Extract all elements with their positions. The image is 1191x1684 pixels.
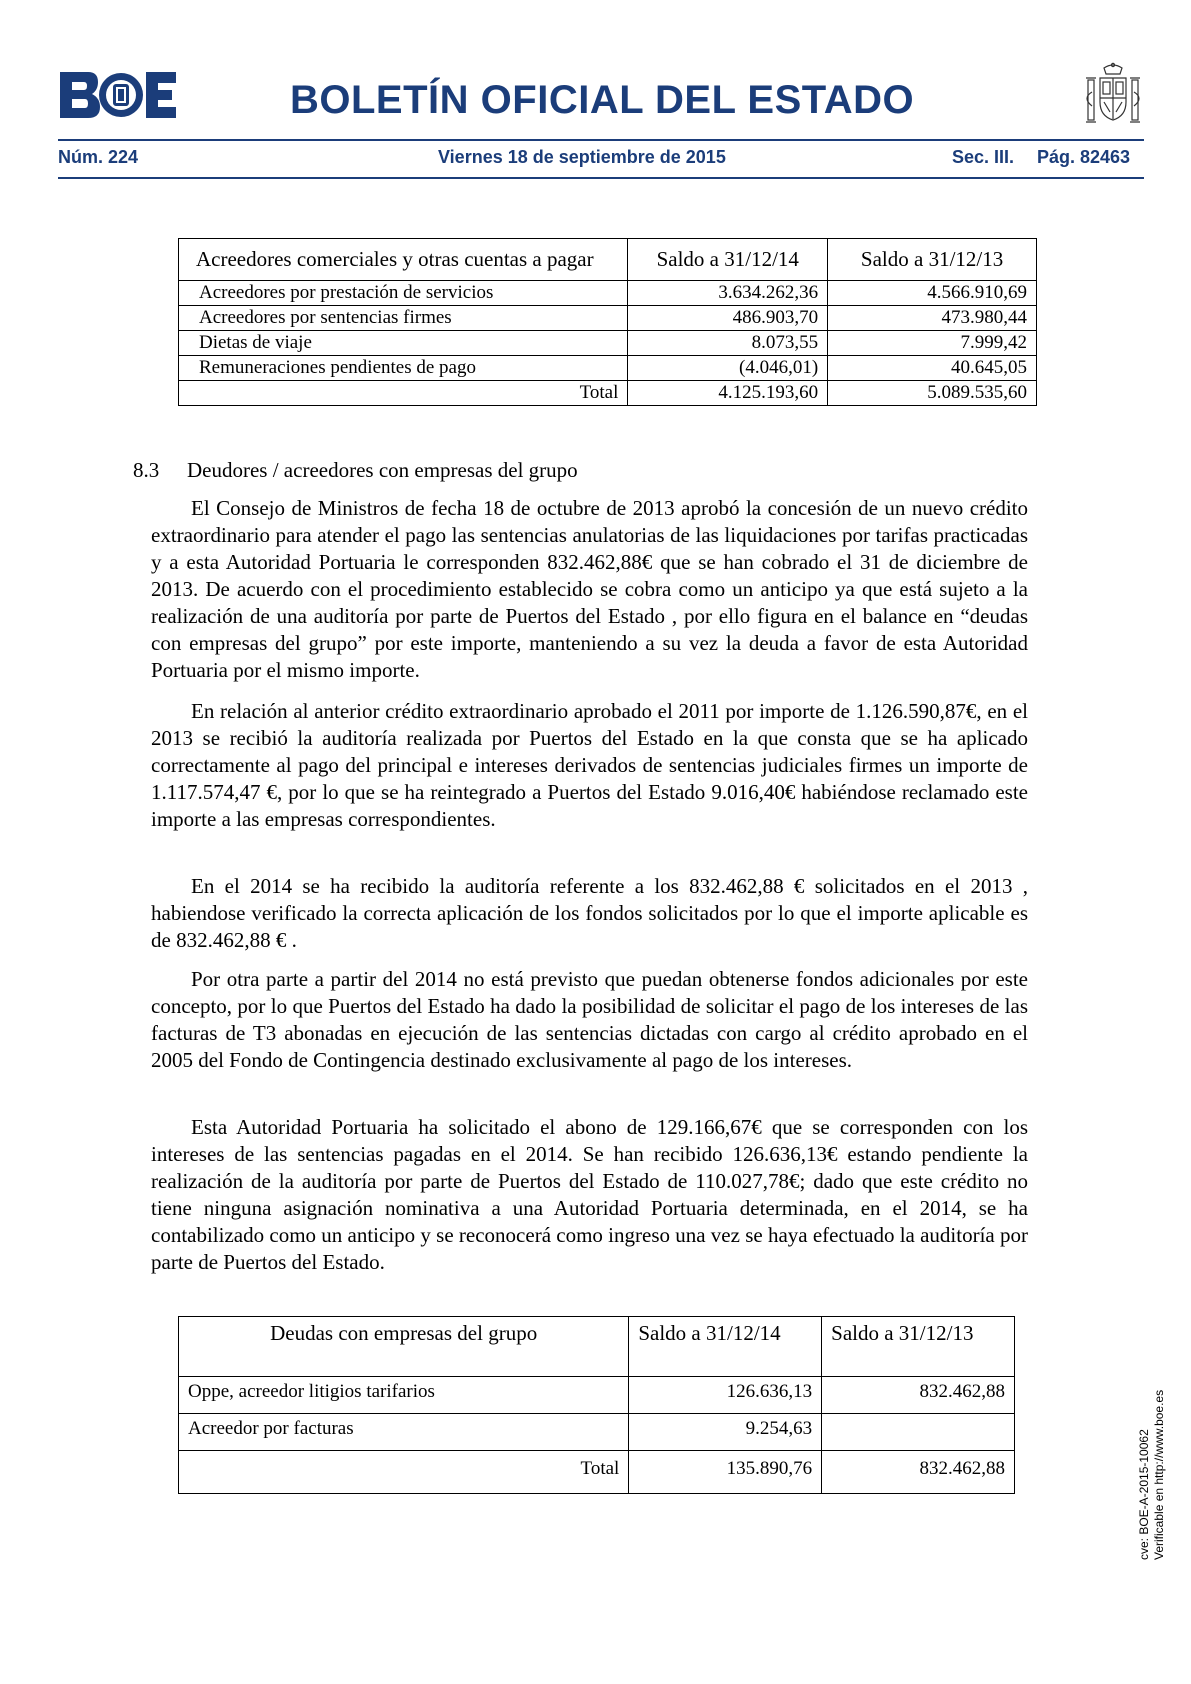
column-header: Saldo a 31/12/14 xyxy=(628,239,828,281)
table-row xyxy=(179,281,1037,306)
header-divider xyxy=(58,139,1144,141)
issue-date: Viernes 18 de septiembre de 2015 xyxy=(438,147,726,167)
section-heading xyxy=(133,458,578,483)
cell-value: 486.903,70 xyxy=(628,306,828,331)
cell-value: 9.254,63 xyxy=(629,1414,822,1451)
issue-number: Núm. 224 xyxy=(58,147,139,167)
cve-code: cve: BOE-A-2015-10062 xyxy=(1137,1429,1151,1560)
verify-link[interactable]: Verificable en http://www.boe.es xyxy=(1152,1389,1166,1560)
table-row xyxy=(179,306,1037,331)
paragraph-text: El Consejo de Ministros de fecha 18 de octubre de 2013 aprobó la concesión de un nuevo crédito extraordinario para atender el pago las sentencias anulatorias de las liquidaciones por tarifas practicadas y a esta Autoridad Portuaria le corresponden 832.462,88€ que se han cobrado el 31 de diciembre de 2013. De acuerdo con el procedimiento establecido se cobra como un anticipo ya que está sujeto a la realización de una auditoría por parte de Puertos del Estado , por ello figura en el balance en “deudas con empresas del grupo” por este importe, manteniendo a su vez la deuda a favor de esta Autoridad Portuaria por el mismo importe. xyxy=(151,496,1028,682)
total-label: Total xyxy=(179,1451,629,1494)
total-value: 832.462,88 xyxy=(822,1451,1015,1494)
table-header-row xyxy=(179,1317,1015,1377)
cell-value: 8.073,55 xyxy=(628,331,828,356)
paragraph-text: En el 2014 se ha recibido la auditoría referente a los 832.462,88 € solicitados en el 2013 , habiendose verificado la correcta aplicación de los fondos solicitados por lo que el importe aplicable es de 832.462,88 € . xyxy=(151,874,1028,952)
paragraph xyxy=(151,698,1028,833)
table-total-row xyxy=(179,381,1037,406)
row-label: Dietas de viaje xyxy=(179,331,628,356)
column-header: Saldo a 31/12/13 xyxy=(828,239,1037,281)
cell-value: 4.566.910,69 xyxy=(828,281,1037,306)
section-title: Deudores / acreedores con empresas del grupo xyxy=(187,458,578,482)
table-row xyxy=(179,356,1037,381)
column-header: Acreedores comerciales y otras cuentas a pagar xyxy=(179,239,628,281)
column-header: Deudas con empresas del grupo xyxy=(179,1317,629,1377)
table-header-row xyxy=(179,239,1037,281)
paragraph xyxy=(151,966,1028,1074)
publication-title: BOLETÍN OFICIAL DEL ESTADO xyxy=(290,78,915,122)
cell-value: 7.999,42 xyxy=(828,331,1037,356)
cell-value: 473.980,44 xyxy=(828,306,1037,331)
section-number: 8.3 xyxy=(133,458,160,482)
trade-payables-table xyxy=(178,238,1037,406)
row-label: Acreedores por sentencias firmes xyxy=(179,306,628,331)
verification-note xyxy=(1137,1360,1167,1560)
paragraph xyxy=(151,1114,1028,1276)
section-label: Sec. III. xyxy=(952,147,1015,167)
table-total-row xyxy=(179,1451,1015,1494)
total-value: 5.089.535,60 xyxy=(828,381,1037,406)
total-value: 135.890,76 xyxy=(629,1451,822,1494)
row-label: Acreedores por prestación de servicios xyxy=(179,281,628,306)
total-value: 4.125.193,60 xyxy=(628,381,828,406)
cell-value: 126.636,13 xyxy=(629,1377,822,1414)
paragraph-text: Esta Autoridad Portuaria ha solicitado el abono de 129.166,67€ que se corresponden con los intereses de las sentencias pagadas en el 2014. Se han recibido 126.636,13€ estando pendiente la realización de la auditoría por parte de Puertos del Estado de 110.027,78€; dado que este crédito no tiene ninguna asignación nominativa a una Autoridad Portuaria determinada, en el 2014, se ha contabilizado como un anticipo y se reconocerá como ingreso una vez se haya efectuado la auditoría por parte de Puertos del Estado. xyxy=(151,1115,1028,1274)
paragraph-text: Por otra parte a partir del 2014 no está previsto que puedan obtenerse fondos adicionales por este concepto, por lo que Puertos del Estado ha dado la posibilidad de solicitar el pago de los intereses de las facturas de T3 abonadas en ejecución de las sentencias dictadas con cargo al crédito aprobado en el 2005 del Fondo de Contingencia destinado exclusivamente al pago de los intereses. xyxy=(151,967,1028,1072)
coat-of-arms-icon xyxy=(1082,62,1144,128)
paragraph xyxy=(151,873,1028,954)
table-row xyxy=(179,331,1037,356)
cell-value: 40.645,05 xyxy=(828,356,1037,381)
cell-value: 832.462,88 xyxy=(822,1377,1015,1414)
cell-value: 3.634.262,36 xyxy=(628,281,828,306)
paragraph xyxy=(151,495,1028,684)
page-number: Pág. 82463 xyxy=(1037,147,1131,167)
group-debts-table xyxy=(178,1316,1015,1494)
total-label: Total xyxy=(179,381,628,406)
row-label: Oppe, acreedor litigios tarifarios xyxy=(179,1377,629,1414)
boe-logo xyxy=(58,70,178,120)
column-header: Saldo a 31/12/13 xyxy=(822,1317,1015,1377)
cell-value xyxy=(822,1414,1015,1451)
row-label: Acreedor por facturas xyxy=(179,1414,629,1451)
table-row xyxy=(179,1414,1015,1451)
column-header: Saldo a 31/12/14 xyxy=(629,1317,822,1377)
table-row xyxy=(179,1377,1015,1414)
cell-value: (4.046,01) xyxy=(628,356,828,381)
row-label: Remuneraciones pendientes de pago xyxy=(179,356,628,381)
paragraph-text: En relación al anterior crédito extraordinario aprobado el 2011 por importe de 1.126.590,87€, en el 2013 se recibió la auditoría realizada por Puertos del Estado en la que consta que se ha aplicado correctamente al pago del principal e intereses derivados de sentencias judiciales firmes un importe de 1.117.574,47 €, por lo que se ha reintegrado a Puertos del Estado 9.016,40€ habiéndose reclamado este importe a las empresas correspondientes. xyxy=(151,699,1028,831)
header-divider-bottom xyxy=(58,177,1144,179)
